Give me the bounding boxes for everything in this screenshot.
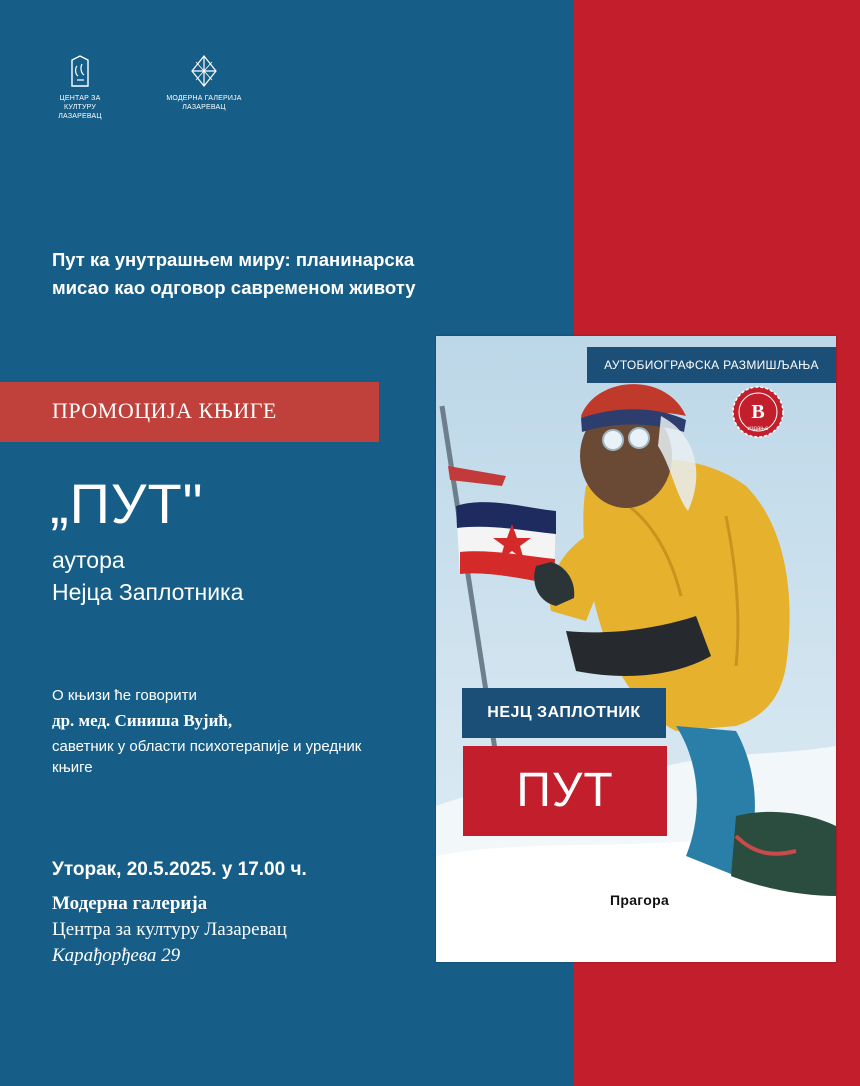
mgl-logo	[166, 54, 242, 112]
ckl-logo	[48, 54, 112, 121]
mgl-logo-line1: МОДЕРНА ГАЛЕРИЈА	[166, 95, 242, 102]
edition-seal-icon	[732, 386, 784, 438]
cover-publisher: Прагора	[610, 892, 670, 908]
speaker-role: саветник у области психотерапије и уредник књиге	[52, 738, 362, 776]
edition-seal-letter: В	[751, 401, 765, 423]
ckl-logo-line1: ЦЕНТАР ЗА КУЛТУРУ	[59, 95, 101, 111]
mgl-logo-line2: ЛАЗАРЕВАЦ	[182, 104, 226, 111]
event-subtitle-line2: мисао као одговор савременом животу	[52, 277, 416, 298]
author-label: аутора	[52, 547, 125, 573]
venue-subtitle: Центра за културу Лазаревац	[52, 919, 287, 940]
speaker-name: др. мед. Синиша Вујић,	[52, 711, 233, 730]
book-cover	[436, 336, 836, 962]
edition-seal-word: издање	[747, 426, 769, 432]
venue-name: Модерна галерија	[52, 893, 208, 914]
ckl-logo-line2: ЛАЗАРЕВАЦ	[58, 113, 102, 120]
cover-series-band: АУТОБИОГРАФСКА РАЗМИШЉАЊА	[587, 347, 836, 383]
ckl-logo-icon	[69, 54, 91, 88]
speaker-intro: О књизи ће говорити	[52, 687, 197, 704]
event-date: Уторак, 20.5.2025. у 17.00 ч.	[52, 859, 307, 880]
cover-title-band: ПУТ	[463, 746, 667, 836]
book-title: „ПУТ"	[50, 472, 204, 535]
promo-label: ПРОМОЦИЈА КЊИГЕ	[52, 398, 277, 423]
mgl-logo-icon	[188, 54, 220, 88]
event-subtitle-line1: Пут ка унутрашњем миру: планинарска	[52, 249, 415, 270]
venue-address: Карађорђева 29	[52, 945, 181, 966]
event-subtitle	[52, 246, 522, 302]
author-name: Нејца Заплотника	[52, 579, 244, 605]
cover-author-band: НЕЈЦ ЗАПЛОТНИК	[462, 688, 666, 738]
